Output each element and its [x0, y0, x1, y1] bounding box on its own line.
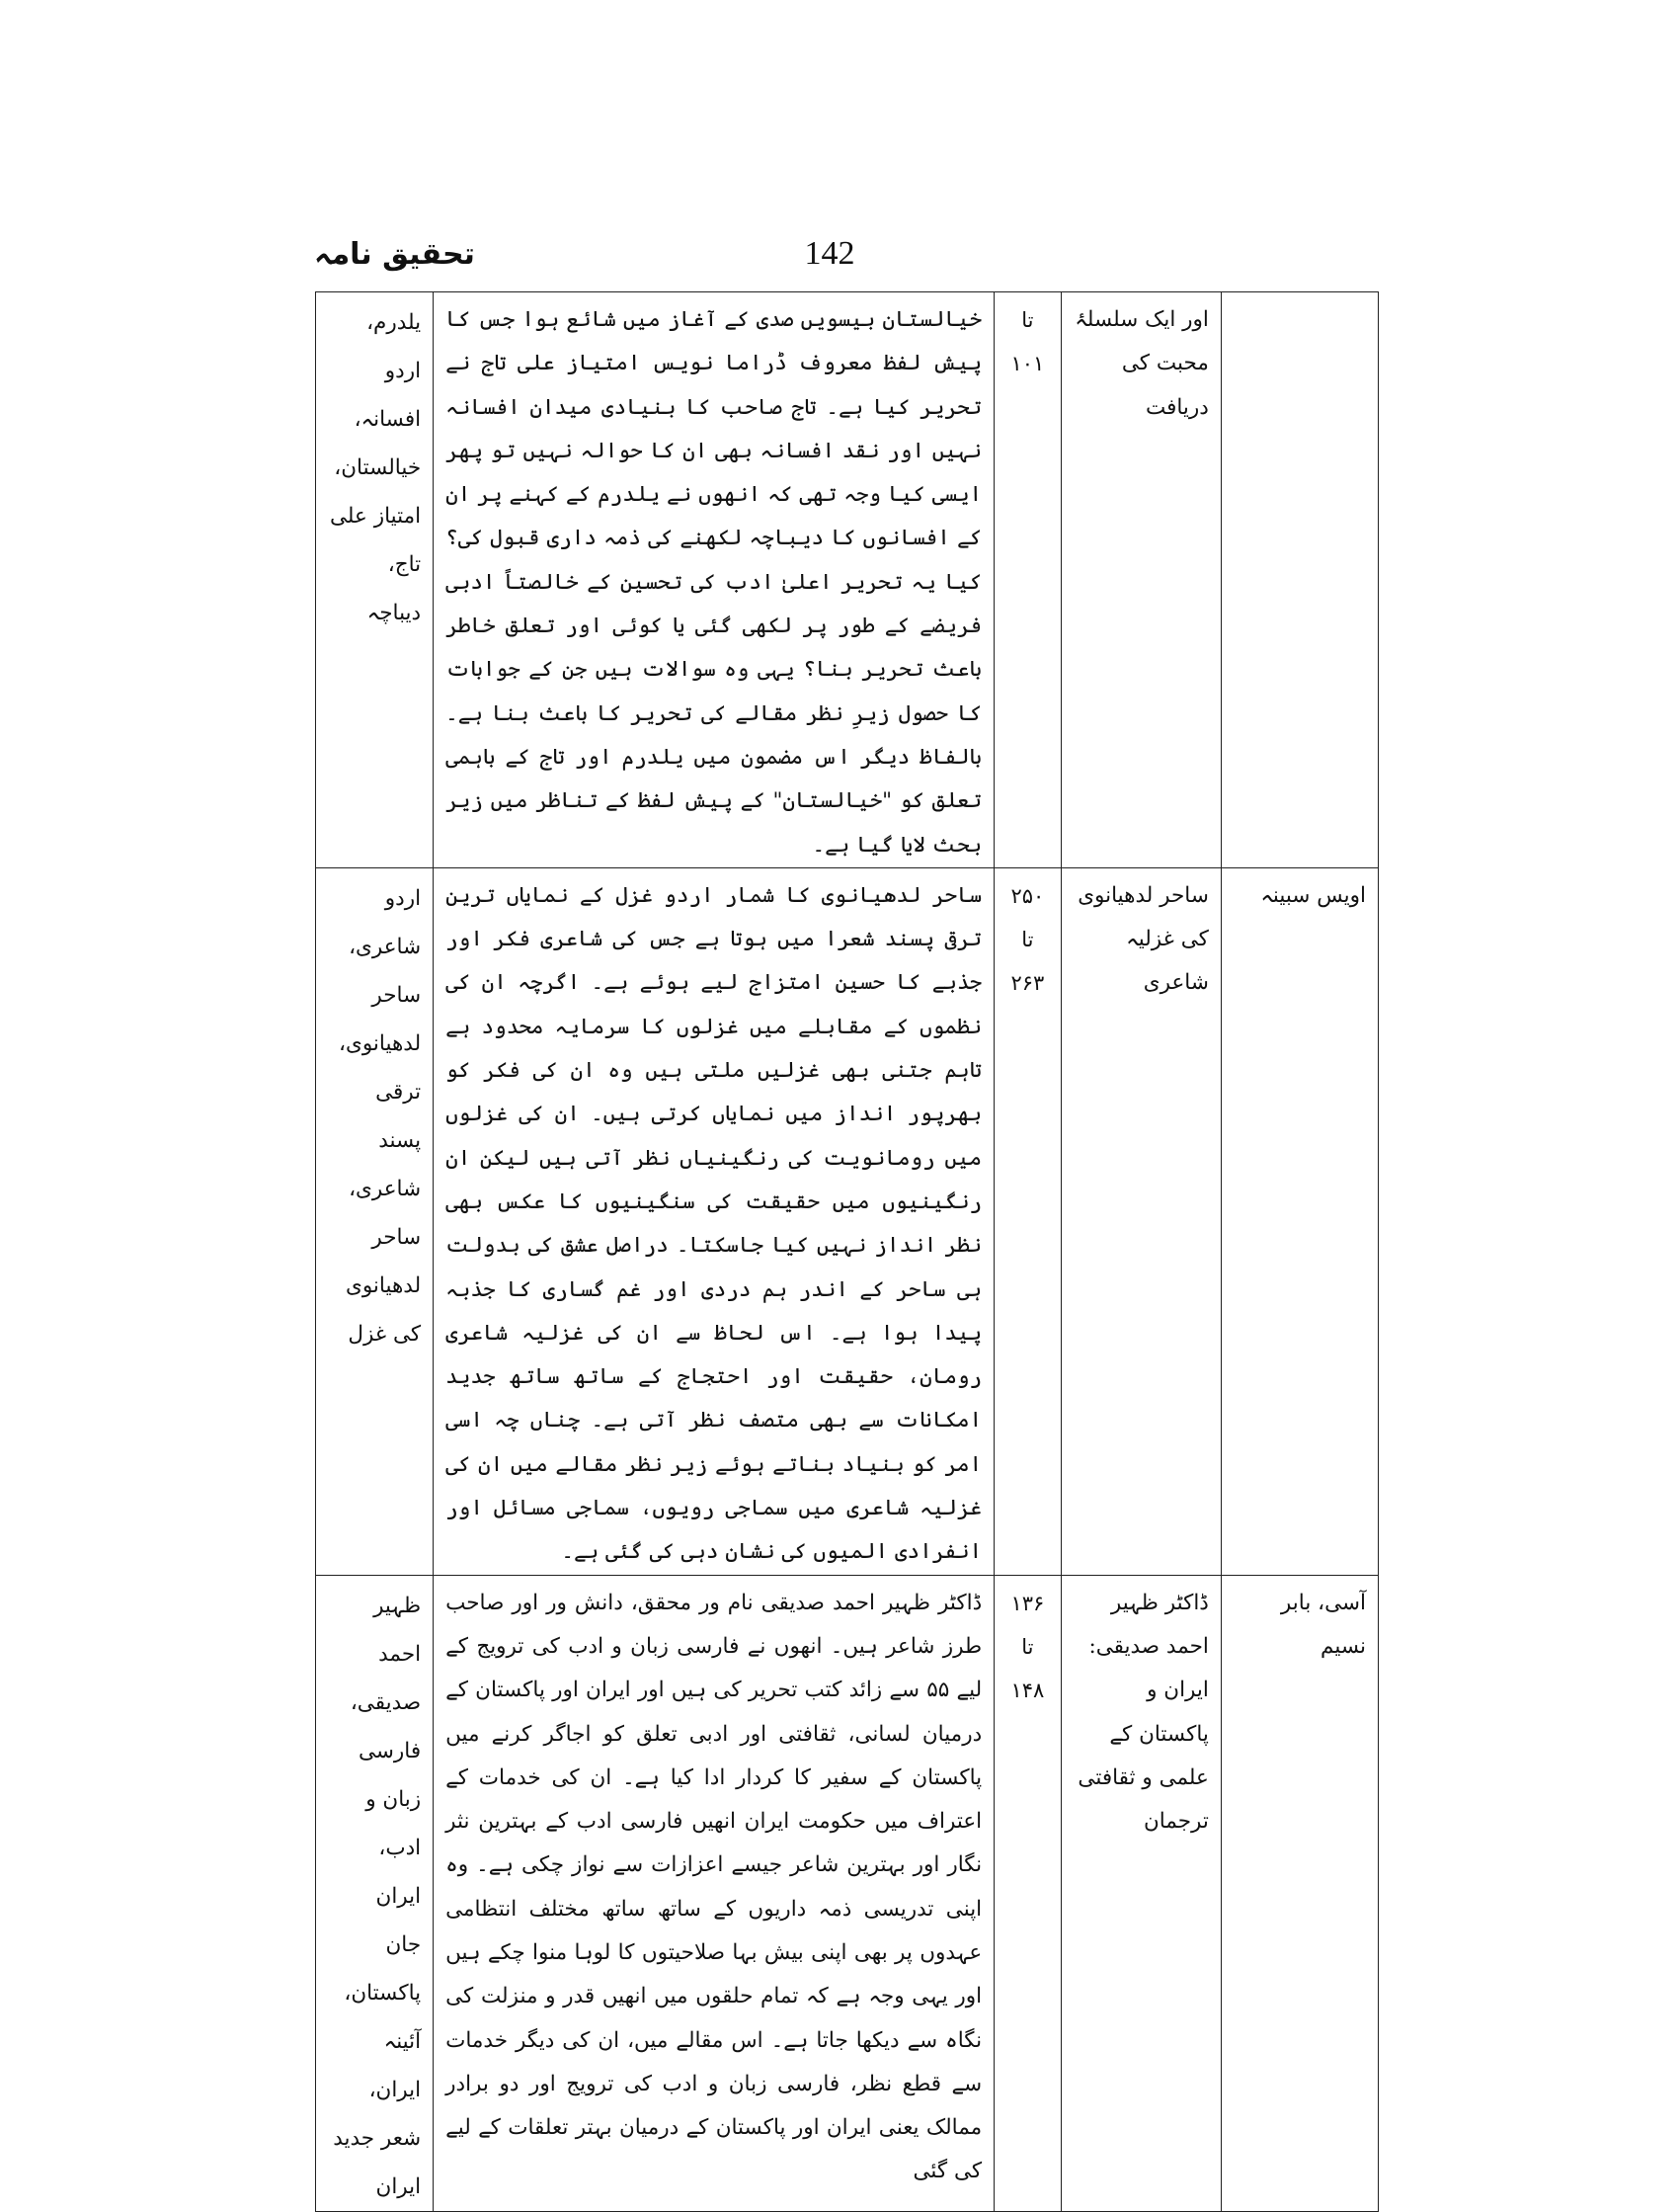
abstract-cell — [434, 867, 995, 1575]
page-range-part: ۲۶۳ — [1010, 970, 1045, 995]
keyword: اردو شاعری، — [349, 885, 422, 959]
abstract-text: ساحر لدھیانوی کا شمار اردو غزل کے نمایاں ترین ترقی پسند شعرا میں ہوتا ہے جس کی شاعری فکر اور جذبے کا حسین امتزاج لیے ہوئے ہے۔ اگرچہ ان کی نظموں کے مقابلے میں غزلوں کا سرمایہ محدود ہے تاہم جتنی بھی غزلیں ملتی ہیں وہ ان کی فکر کو بھرپور انداز میں نمایاں کرتی ہیں۔ ان کی غزلوں میں رومانویت کی رنگینیاں نظر آتی ہیں لیکن ان رنگینیوں میں حقیقت کی سنگینیوں کا عکس بھی نظر انداز نہیں کیا جاسکتا۔ دراصل عشق کی بدولت ہی ساحر کے اندر ہم دردی اور غم گساری کا جذبہ پیدا ہوا ہے۔ اس لحاظ سے ان کی غزلیہ شاعری رومان، حقیقت اور احتجاج کے ساتھ ساتھ جدید امکانات سے بھی متصف نظر آتی ہے۔ چناں چہ اسی امر کو بنیاد بناتے ہوئے زیر نظر مقالے میں ان کی غزلیہ شاعری میں سماجی رویوں، سماجی مسائل اور انفرادی المیوں کی نشان دہی کی گئی ہے۔ — [445, 882, 983, 1565]
keyword: لدھیانوی — [345, 1272, 422, 1298]
keyword: افسانہ، — [354, 407, 422, 432]
keyword: جان پاکستان، — [344, 1931, 422, 2006]
page-range-part: ۱۰۱ — [1010, 352, 1045, 375]
author-name: اویس سبینہ — [1260, 882, 1366, 908]
keyword: صدیقی، — [350, 1689, 422, 1715]
author-cell — [1221, 867, 1378, 1575]
keyword: شاعری، — [349, 1176, 422, 1201]
keywords-cell — [316, 1575, 434, 2211]
author-name: آسی، بابر نسیم — [1280, 1590, 1366, 1659]
page-range-part: تا — [1021, 308, 1034, 332]
table-row — [316, 1575, 1379, 2211]
page-number: 142 — [804, 235, 855, 272]
page-range-part: ۱۴۸ — [1010, 1678, 1045, 1702]
keyword: امتیاز علی — [330, 504, 422, 529]
author-cell — [1221, 292, 1378, 868]
page-range-part: ۲۵۰ — [1010, 883, 1045, 908]
article-title: اور ایک سلسلۂ محبت کی دریافت — [1075, 307, 1209, 420]
keyword: شعر جدید — [333, 2125, 422, 2151]
journal-title: تحقیق نامہ — [314, 237, 475, 272]
page-range-part: تا — [1021, 927, 1034, 951]
keyword: ایران — [375, 2173, 422, 2199]
abstract-cell — [434, 1575, 995, 2211]
pages-cell — [995, 1575, 1061, 2211]
keyword: ترقی پسند — [375, 1079, 422, 1153]
table-row — [316, 292, 1379, 868]
table-row — [316, 867, 1379, 1575]
pages-cell — [995, 292, 1061, 868]
pages-cell — [995, 867, 1061, 1575]
title-cell — [1061, 292, 1221, 868]
article-index-table — [315, 291, 1379, 2212]
keyword: کی غزل — [348, 1321, 422, 1347]
title-cell — [1061, 867, 1221, 1575]
keywords-cell — [316, 867, 434, 1575]
title-cell — [1061, 1575, 1221, 2211]
abstract-text: خیالستان بیسویں صدی کے آغاز میں شائع ہوا جس کا پیش لفظ معروف ڈراما نویس امتیاز علی تاج نے تحریر کیا ہے۔ تاج صاحب کا بنیادی میدان افسانہ نہیں اور نقد افسانہ بھی ان کا حوالہ نہیں تو پھر ایسی کیا وجہ تھی کہ انھوں نے یلدرم کے کہنے پر ان کے افسانوں کا دیباچہ لکھنے کی ذمہ داری قبول کی؟ کیا یہ تحریر اعلیٰ ادب کی تحسین کے خالصتاً ادبی فریضے کے طور پر لکھی گئی یا کوئی اور تعلق خاطر باعث تحریر بنا؟ یہی وہ سوالات ہیں جن کے جوابات کا حصول زیرِ نظر مقالے کی تحریر کا باعث بنا ہے۔ بالفاظ دیگر اس مضمون میں یلدرم اور تاج کے باہمی تعلق کو "خیالستان" کے پیش لفظ کے تناظر میں زیر بحث لایا گیا ہے۔ — [445, 307, 983, 858]
keyword: ظہیر احمد — [373, 1593, 422, 1667]
keyword: فارسی زبان و — [358, 1738, 422, 1812]
abstract-text: ڈاکٹر ظہیر احمد صدیقی نام ور محقق، دانش ور اور صاحب طرز شاعر ہیں۔ انھوں نے فارسی زبان و ادب کی ترویج کے لیے ۵۵ سے زائد کتب تحریر کی ہیں اور ایران اور پاکستان کے درمیان لسانی، ثقافتی اور ادبی تعلق کو اجاگر کرنے میں پاکستان کے سفیر کا کردار ادا کیا ہے۔ ان کی خدمات کے اعتراف میں حکومت ایران انھیں فارسی ادب کے بہترین نثر نگار اور بہترین شاعر جیسے اعزازات سے نواز چکی ہے۔ وہ اپنی تدریسی ذمہ داریوں کے ساتھ ساتھ مختلف انتظامی عہدوں پر بھی اپنی بیش بہا صلاحیتوں کا لوہا منوا چکے ہیں اور یہی وجہ ہے کہ تمام حلقوں میں انھیں قدر و منزلت کی نگاہ سے دیکھا جاتا ہے۔ اس مقالے میں، ان کی دیگر خدمات سے قطع نظر، فارسی زبان و ادب کی ترویج اور دو برادر ممالک یعنی ایران اور پاکستان کے درمیان بہتر تعلقات کے لیے کی گئی — [445, 1590, 983, 2184]
article-title: ڈاکٹر ظہیر احمد صدیقی: ایران و پاکستان کے علمی و ثقافتی ترجمان — [1078, 1590, 1209, 1835]
article-title: ساحر لدھیانوی کی غزلیہ شاعری — [1078, 882, 1209, 996]
keyword: ساحر — [371, 982, 422, 1008]
abstract-cell — [434, 292, 995, 868]
keyword: خیالستان، — [334, 455, 422, 480]
keywords-cell — [316, 292, 434, 868]
page-range-part: تا — [1021, 1634, 1034, 1659]
keyword: لدھیانوی، — [339, 1030, 422, 1056]
keyword: آئینہ ایران، — [368, 2028, 422, 2102]
page-range-part: ۱۳۶ — [1010, 1591, 1045, 1615]
author-cell — [1221, 1575, 1378, 2211]
keyword: تاج، دیباچہ — [366, 552, 422, 625]
keyword: ادب، ایران — [375, 1835, 422, 1909]
keyword: یلدرم، اردو — [366, 310, 422, 383]
keyword: ساحر — [371, 1224, 422, 1250]
